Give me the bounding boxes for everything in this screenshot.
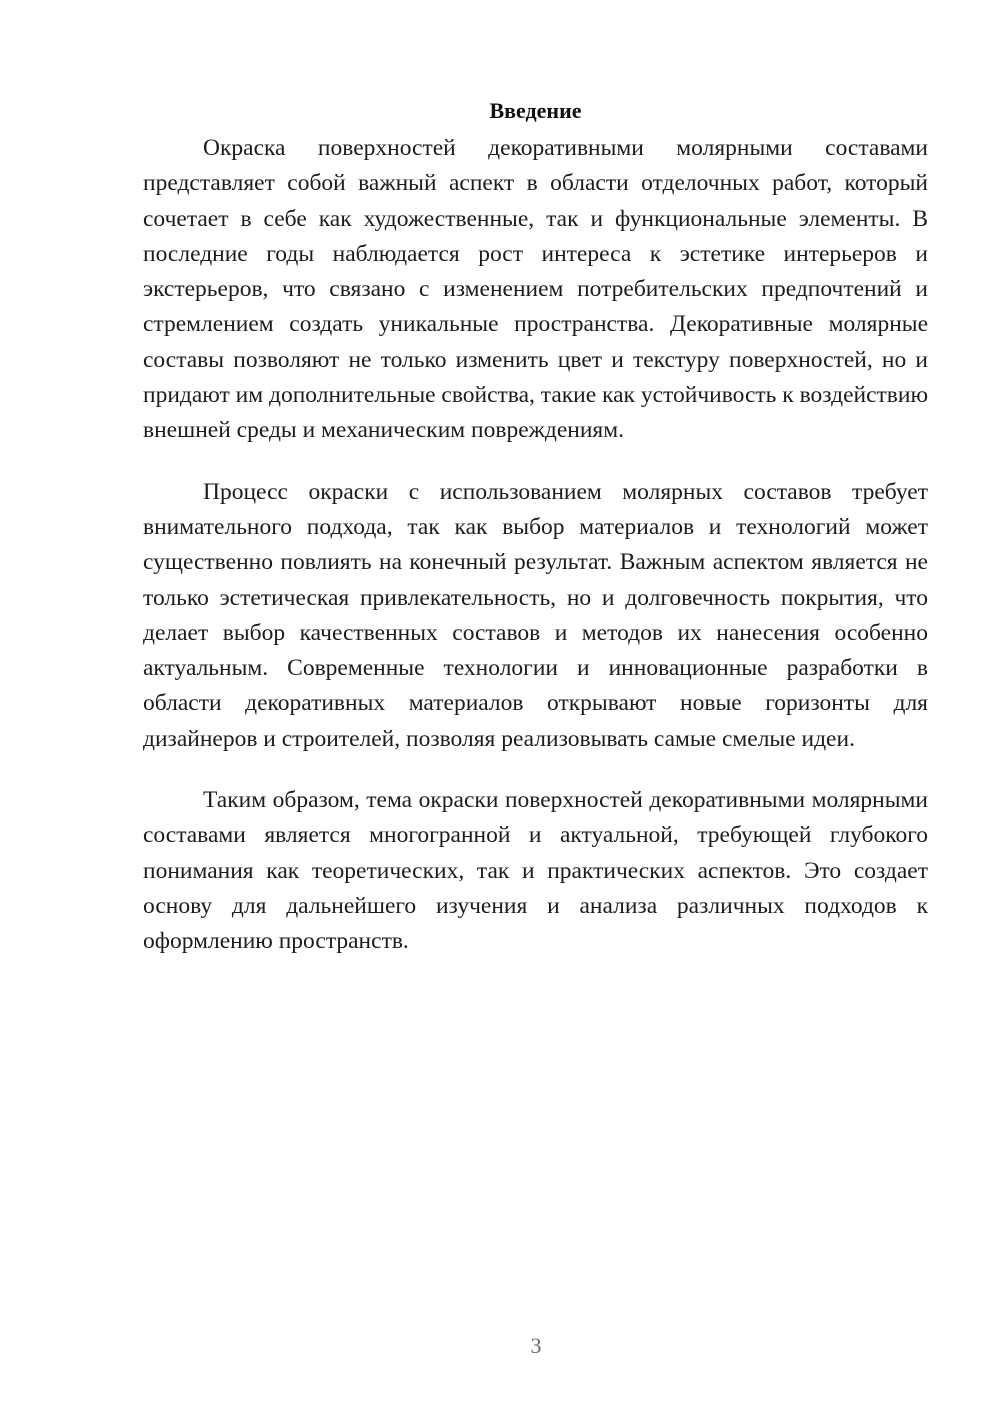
page-number: 3: [530, 1333, 542, 1358]
paragraph-1: Окраска поверхностей декоративными молярными составами представляет собой важный аспект в области отделочных работ, который сочетает в себе как художественные, так и функциональные элементы. В последние годы наблюдается рост интереса к эстетике интерьеров и экстерьеров, что связано с изменением потребительских предпочтений и стремлением создать уникальные пространства. Декоративные молярные составы позволяют не только изменить цвет и текстуру поверхностей, но и придают им дополнительные свойства, такие как устойчивость к воздействию внешней среды и механическим повреждениям.: [143, 135, 929, 444]
page-content: [143, 96, 928, 960]
section-heading: Введение: [489, 98, 582, 123]
paragraph-3: Таким образом, тема окраски поверхностей декоративными молярными составами является многогранной и актуальной, требующей глубокого понимания как теоретических, так и практических аспектов. Это создает основу для дальнейшего изучения и анализа различных подходов к оформлению пространств.: [143, 787, 928, 955]
paragraph-2: Процесс окраски с использованием молярных составов требует внимательного подхода, так как выбор материалов и технологий может существенно повлиять на конечный результат. Важным аспектом является не только эстетическая привлекательность, но и долговечность покрытия, что делает выбор качественных составов и методов их нанесения особенно актуальным. Современные технологии и инновационные разработки в области декоративных материалов открывают новые горизонты для дизайнеров и строителей, позволяя реализовывать самые смелые идеи.: [143, 478, 928, 752]
